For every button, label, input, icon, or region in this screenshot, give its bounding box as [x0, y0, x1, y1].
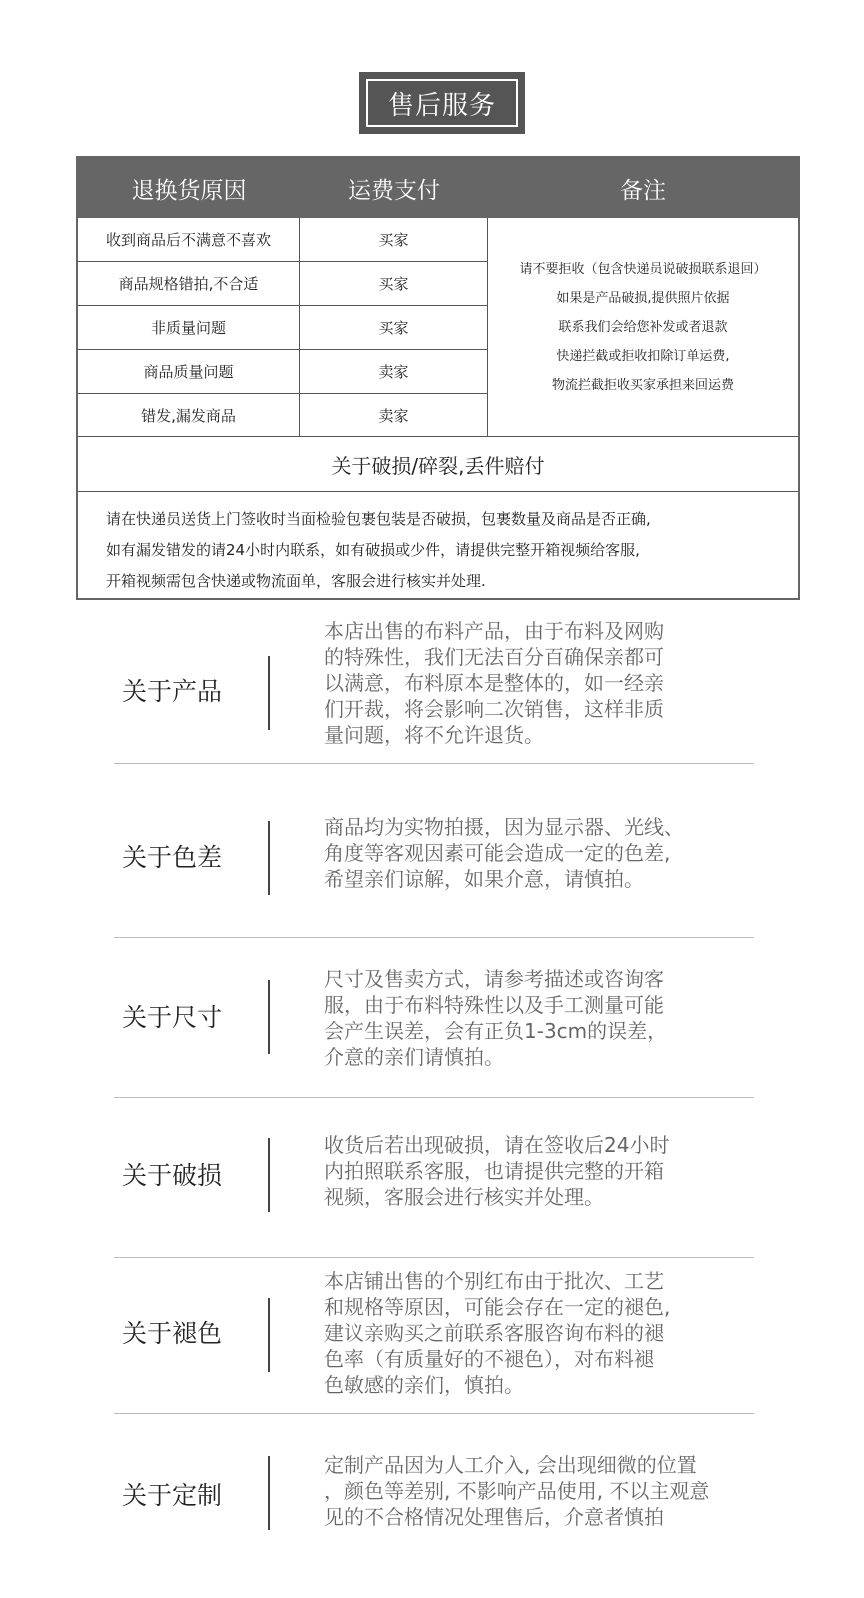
about-damage-label: 关于破损: [122, 1161, 223, 1190]
reason-cell: 商品质量问题: [78, 350, 300, 393]
about-product-section: [114, 612, 754, 764]
note-line: 请不要拒收（包含快递员说破损联系退回）: [519, 261, 767, 277]
table-row: [78, 262, 488, 306]
divider-bar: [268, 980, 270, 1054]
notes-cell: [488, 218, 798, 436]
about-fading-section: [114, 1258, 754, 1414]
table-row: [78, 394, 488, 436]
divider-bar: [268, 1298, 270, 1372]
title-banner: [359, 72, 525, 134]
about-product-label: 关于产品: [122, 677, 223, 706]
damage-line: 请在快递员送货上门签收时当面检验包裹包装是否破损，包裹数量及商品是否正确,: [106, 510, 651, 528]
header-reason: 退换货原因: [131, 177, 247, 204]
about-size-text: 尺寸及售卖方式，请参考描述或咨询客 服，由于布料特殊性以及手工测量可能 会产生误差，会有正负1-3cm的误差， 介意的亲们请慎拍。: [324, 967, 668, 1069]
damage-line: 开箱视频需包含快递或物流面单，客服会进行核实并处理.: [106, 572, 486, 590]
note-line: 快递拦截或拒收扣除订单运费,: [556, 348, 730, 364]
about-custom-section: [114, 1414, 754, 1564]
about-fading-text: 本店铺出售的个别红布由于批次、工艺 和规格等原因，可能会存在一定的褪色, 建议亲购买之前联系客服咨询布料的褪 色率（有质量好的不褪色），对布料褪 色敏感的亲们，慎拍。: [324, 1269, 671, 1397]
damage-section-title: 关于破损/碎裂,丢件赔付: [78, 436, 798, 492]
about-size-label: 关于尺寸: [122, 1003, 223, 1032]
note-line: 如果是产品破损,提供照片依据: [556, 290, 730, 306]
table-row: [78, 350, 488, 394]
about-color-label: 关于色差: [122, 843, 223, 872]
about-product-text: 本店出售的布料产品，由于布料及网购 的特殊性，我们无法百分百确保亲都可 以满意，布料原本是整体的，如一经亲 们开裁，将会影响二次销售，这样非质 量问题，将不允许退货。: [324, 619, 664, 747]
about-damage-text: 收货后若出现破损，请在签收后24小时 内拍照联系客服，也请提供完整的开箱 视频，客服会进行核实并处理。: [324, 1133, 670, 1209]
divider-bar: [268, 821, 270, 895]
damage-line: 如有漏发错发的请24小时内联系，如有破损或少件，请提供完整开箱视频给客服,: [106, 541, 640, 559]
header-shipping-payer: 运费支付: [348, 177, 440, 204]
reason-cell: 错发,漏发商品: [78, 394, 300, 436]
about-damage-section: [114, 1098, 754, 1258]
about-custom-label: 关于定制: [122, 1481, 223, 1510]
reason-cell: 商品规格错拍,不合适: [78, 262, 300, 305]
about-color-text: 商品均为实物拍摄，因为显示器、光线、 角度等客观因素可能会造成一定的色差, 希望亲们谅解，如果介意，请慎拍。: [324, 815, 684, 891]
payer-cell: 买家: [300, 218, 488, 261]
payer-cell: 卖家: [300, 350, 488, 393]
reason-cell: 收到商品后不满意不喜欢: [78, 218, 300, 261]
after-sales-table: [76, 156, 800, 600]
table-header: [78, 158, 798, 218]
divider-bar: [268, 1138, 270, 1212]
note-line: 联系我们会给您补发或者退款: [558, 319, 728, 335]
divider-bar: [268, 656, 270, 730]
about-fading-label: 关于褪色: [122, 1319, 223, 1348]
divider-bar: [268, 1456, 270, 1530]
reason-cell: 非质量问题: [78, 306, 300, 349]
about-size-section: [114, 938, 754, 1098]
payer-cell: 买家: [300, 262, 488, 305]
page-title: 售后服务: [366, 79, 518, 127]
note-line: 物流拦截拒收买家承担来回运费: [551, 377, 734, 393]
table-row: [78, 218, 488, 262]
header-notes: 备注: [620, 177, 666, 204]
table-row: [78, 306, 488, 350]
payer-cell: 买家: [300, 306, 488, 349]
damage-section-body: [106, 504, 786, 597]
payer-cell: 卖家: [300, 394, 488, 436]
about-custom-text: 定制产品因为人工介入, 会出现细微的位置 ，颜色等差别, 不影响产品使用, 不以主观意 见的不合格情况处理售后，介意者慎拍: [324, 1453, 710, 1529]
about-color-section: [114, 764, 754, 938]
